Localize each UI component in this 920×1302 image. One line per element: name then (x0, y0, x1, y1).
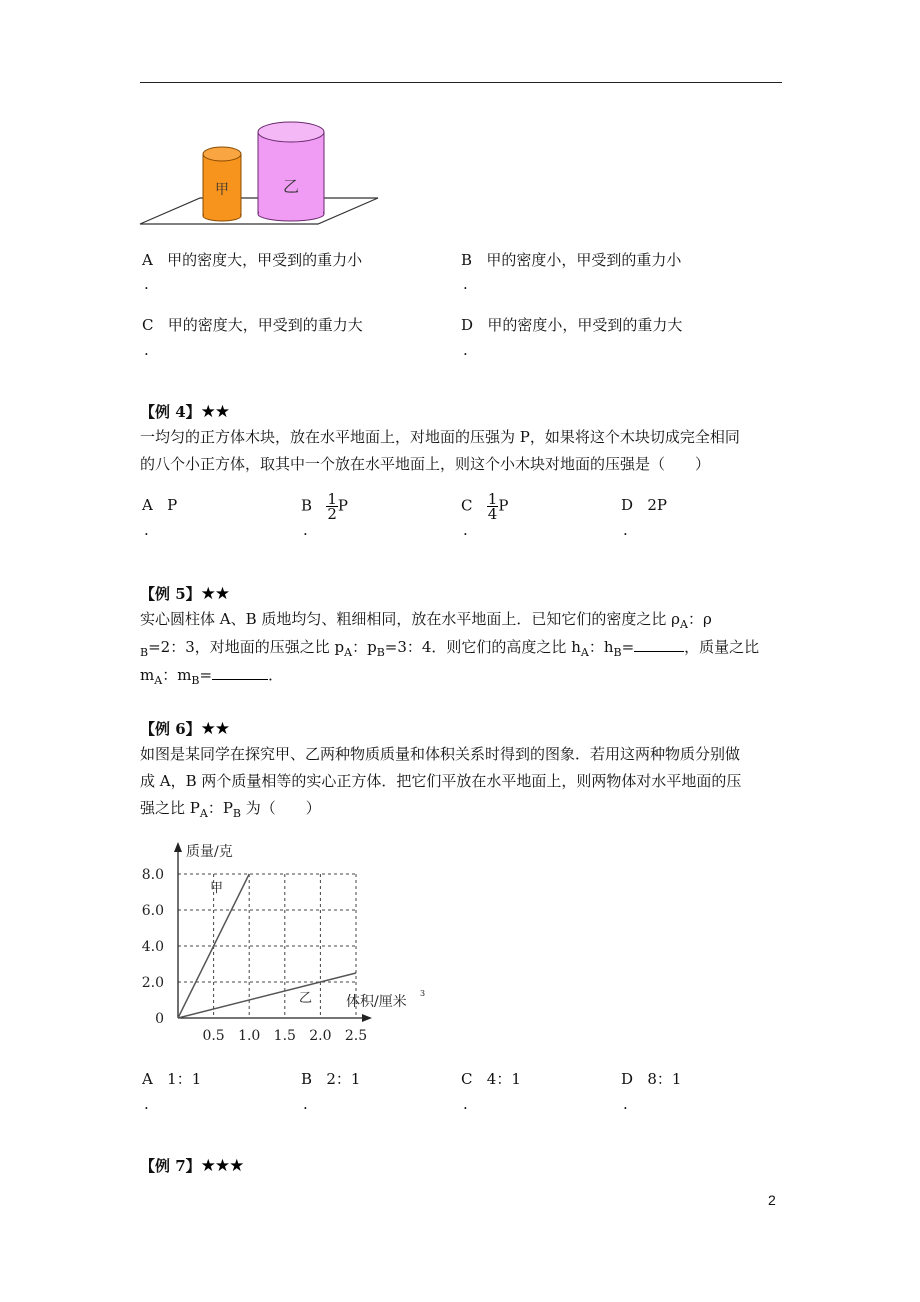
ex6-option-c[interactable]: C 4：1 (461, 1070, 521, 1088)
ex6-option-b[interactable]: B 2：1 (301, 1070, 361, 1088)
ex4-option-b[interactable]: B $\frac{1}{2}$ P (301, 490, 348, 523)
dot: . (463, 521, 468, 539)
ex5-question: 实心圆柱体 A、B 质地均匀、粗细相同，放在水平地面上．已知它们的密度之比 $\rho_A$：ρ $_B$=2：3，对地面的压强之比 $p_A$：$p_B=3$：4．则它们的高度之比 $h_A$：$h_B=$ ，质量之比 $m_A$：$m_B=$ ． (140, 610, 760, 687)
y-axis-arrow-icon (174, 842, 182, 852)
dot: . (144, 521, 149, 539)
fraction-half: $\frac{1}{2}$ (327, 490, 337, 523)
ex4-option-a[interactable]: A P (142, 496, 178, 514)
y-tick-label: 4.0 (141, 939, 164, 955)
star-icon: ★★ (200, 402, 230, 422)
ex6-option-a[interactable]: A 1：1 (142, 1070, 202, 1088)
cylinder-yi (258, 122, 324, 221)
star-icon: ★★★ (200, 1156, 244, 1176)
ex4-heading: 【例 4】★★ (140, 402, 230, 422)
dot: . (303, 521, 308, 539)
origin-label: 0 (155, 1011, 164, 1027)
series-label-jia: 甲 (210, 881, 224, 896)
cylinder-yi-label: 乙 (282, 177, 300, 196)
x-tick-label: 1.5 (273, 1028, 296, 1044)
y-tick-label: 8.0 (141, 867, 164, 883)
ex5-heading: 【例 5】★★ (140, 584, 230, 604)
height-ratio-blank[interactable] (634, 637, 684, 652)
dot: . (623, 1095, 628, 1113)
ex6-option-d[interactable]: D 8：1 (621, 1070, 682, 1088)
y-tick-label: 2.0 (141, 975, 164, 991)
series-label-yi: 乙 (299, 990, 313, 1006)
dot: . (463, 341, 468, 359)
x-axis-label-superscript: 3 (420, 989, 426, 998)
x-axis-label: 体积/厘米 (346, 994, 407, 1010)
y-tick-label: 6.0 (141, 903, 164, 919)
q3-option-a[interactable]: A 甲的密度大，甲受到的重力小 (142, 251, 363, 269)
q3-option-b[interactable]: B 甲的密度小，甲受到的重力小 (461, 251, 682, 269)
y-axis-label: 质量/克 (186, 844, 233, 860)
q3-option-d[interactable]: D 甲的密度小，甲受到的重力大 (461, 316, 683, 334)
dot: . (303, 1095, 308, 1113)
ex6-heading: 【例 6】★★ (140, 719, 230, 739)
x-axis-arrow-icon (362, 1014, 372, 1022)
cylinder-jia (203, 147, 241, 221)
ex4-question: 一均匀的正方体木块，放在水平地面上，对地面的压强为 P，如果将这个木块切成完全相同 的八个小正方体，取其中一个放在水平地面上，则这个小木块对地面的压强是（ ） (140, 428, 740, 473)
ex7-heading: 【例 7】★★★ (140, 1156, 244, 1176)
dot: . (144, 275, 149, 293)
header-rule (140, 82, 782, 83)
star-icon: ★★ (200, 719, 230, 739)
dot: . (623, 521, 628, 539)
dot: . (463, 1095, 468, 1113)
mass-ratio-blank[interactable] (212, 665, 268, 680)
q3-option-c[interactable]: C 甲的密度大，甲受到的重力大 (142, 316, 363, 334)
series-line-yi (178, 973, 356, 1018)
x-tick-label: 0.5 (202, 1028, 225, 1044)
mass-volume-chart (140, 838, 460, 1050)
dot: . (144, 341, 149, 359)
cylinder-jia-label: 甲 (215, 182, 229, 198)
ex4-option-d[interactable]: D 2P (621, 496, 667, 514)
ex4-option-c[interactable]: C $\frac{1}{4}$ P (461, 490, 509, 523)
x-tick-label: 1.0 (238, 1028, 261, 1044)
cylinders-figure (138, 112, 388, 230)
star-icon: ★★ (200, 584, 230, 604)
x-tick-label: 2.0 (309, 1028, 332, 1044)
dot: . (463, 275, 468, 293)
x-tick-label: 2.5 (344, 1028, 368, 1044)
page-number: 2 (768, 1192, 776, 1208)
dot: . (144, 1095, 149, 1113)
fraction-quarter: $\frac{1}{4}$ (487, 490, 498, 523)
ex6-question: 如图是某同学在探究甲、乙两种物质质量和体积关系时得到的图象．若用这两种物质分别做 成 A，B 两个质量相等的实心正方体．把它们平放在水平地面上，则两物体对水平地面的压 强之比 $P_A$：$P_B$ 为（ ） (140, 745, 742, 820)
